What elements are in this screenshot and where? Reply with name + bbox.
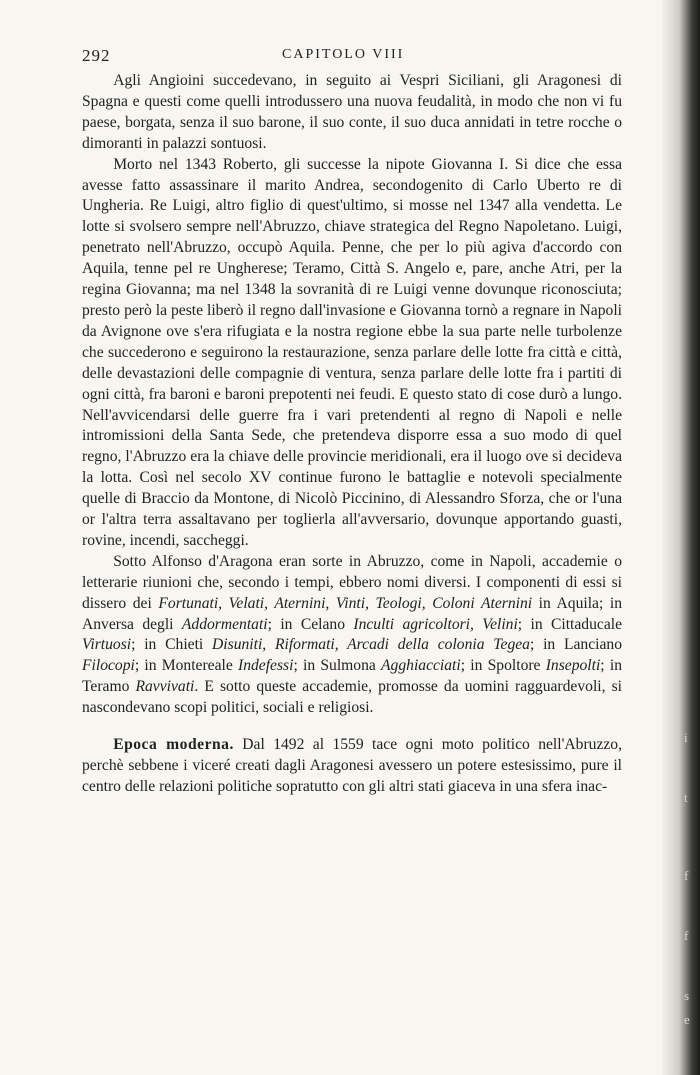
paragraph-3-text: ; in Celano: [267, 615, 354, 633]
academy-name-teramo: Ravvivati: [135, 678, 195, 696]
page-header: [82, 46, 622, 70]
paragraph-2: Morto nel 1343 Roberto, gli successe la nipote Giovanna I. Si dice che essa avesse fatto assassinare il marito Andrea, secondogenito di Carlo Uberto re di Ungheria. Re Luigi, altro figlio di quest'ultimo, si mosse nel 1347 alla vendetta. Le lotte si svolsero sempre nell'Abruzzo, chiave strategica del Regno Napoletano. Luigi, penetrato nell'Abruzzo, occupò Aquila. Penne, che per lo più agiva d'accordo con Aquila, tenne pel re Ungherese; Teramo, Città S. Angelo e, pare, anche Atri, per la regina Giovanna; ma nel 1348 la sovranità di re Luigi venne dovunque riconosciuta; presto però la peste liberò il regno dall'invasione e Giovanna tornò a regnare in Napoli da Avignone ove s'era rifugiata e la nostra regione ebbe la sua parte nelle turbolenze che succederono e seguirono la restaurazione, senza parlare delle lotte fra città e città, delle devastazioni delle compagnie di ventura, senza parlare delle lotte fra i partiti di ogni città, fra baroni e baroni prepotenti nei feudi. E questo stato di cose durò a lungo. Nell'avvicendarsi delle guerre fra i vari pretendenti al regno di Napoli e nelle intromissioni della Santa Sede, che pretendeva disporre essa a suo modo di quel regno, l'Abruzzo era la chiave delle provincie meridionali, era il luogo ove si decideva la lotta. Così nel secolo XV continue furono le battaglie e notevoli specialmente quelle di Braccio da Montone, di Nicolò Piccinino, di Alessandro Sforza, che or l'una or l'altra terra assaltavano per toglierla all'avversario, dovunque apportando guasti, rovine, incendi, saccheggi.: [82, 155, 622, 549]
facing-page-edge: i t f f s e: [684, 730, 690, 1027]
academy-name-spoltore: Insepolti: [545, 657, 601, 675]
paragraph-3: [82, 552, 622, 719]
paragraph-1: Agli Angioini succedevano, in seguito ai Vespri Siciliani, gli Aragonesi di Spagna e questi come quelli introdussero una nuova feudalità, in modo che non vi fu paese, borgata, senza il suo barone, il suo conte, il suo duca annidati in tetre rocche o dimoranti in palazzi sontuosi.: [82, 72, 622, 152]
academy-names-celano: Inculti agricoltori, Velini: [353, 615, 518, 633]
academy-name-lanciano: Filocopi: [82, 657, 135, 675]
section-heading: Epoca moderna.: [113, 736, 234, 754]
paragraph-4-text: Dal 1492 al 1559 tace ogni moto politico nell'Abruzzo, perchè sebbene i viceré creati dagli Aragonesi avessero un potere estesissimo, pure il centro delle relazioni politiche sopratutto con gli altri stati giaceva in una sfera inac-: [82, 736, 622, 795]
paragraph-3-text: ; in Spoltore: [460, 657, 546, 675]
academy-name-sulmona: Agghiacciati: [381, 657, 461, 675]
paragraph-3-text: ; in Sulmona: [293, 657, 382, 675]
paragraph-3-text: ; in Montereale: [134, 657, 238, 675]
paragraph-3-text: ; in Chieti: [131, 636, 213, 654]
academy-names-chieti: Disuniti, Riformati, Arcadi della colonia Tegea: [212, 636, 530, 654]
paragraph-3-text: ; in Lanciano: [529, 636, 622, 654]
paragraph-4: [82, 735, 622, 798]
paragraph-3-text: ; in Cittaducale: [517, 615, 622, 633]
paragraph-3-text: ; in Teramo: [82, 657, 622, 696]
academy-name-anversa: Addormentati: [181, 615, 268, 633]
page-number: 292: [82, 46, 111, 65]
paragraph-3-text: . E sotto queste accademie, promosse da uomini ragguardevoli, si nascondevano scopi politici, sociali e religiosi.: [82, 678, 622, 717]
academy-name-cittaducale: Virtuosi: [82, 636, 132, 654]
paragraph-3-text: Sotto Alfonso d'Aragona eran sorte in Abruzzo, come in Napoli, accademie o letterarie riunioni che, secondo i tempi, ebbero nomi diversi. I componenti di essi si dissero dei: [82, 552, 622, 612]
body-text: [82, 71, 622, 798]
paragraph-3-text: in Aquila; in Anversa degli: [82, 594, 622, 633]
academy-names-aquila: Fortunati, Velati, Aternini, Vinti, Teologi, Coloni Aternini: [158, 594, 533, 612]
academy-name-montereale: Indefessi: [238, 657, 294, 675]
running-head: CAPITOLO VIII: [282, 47, 405, 62]
